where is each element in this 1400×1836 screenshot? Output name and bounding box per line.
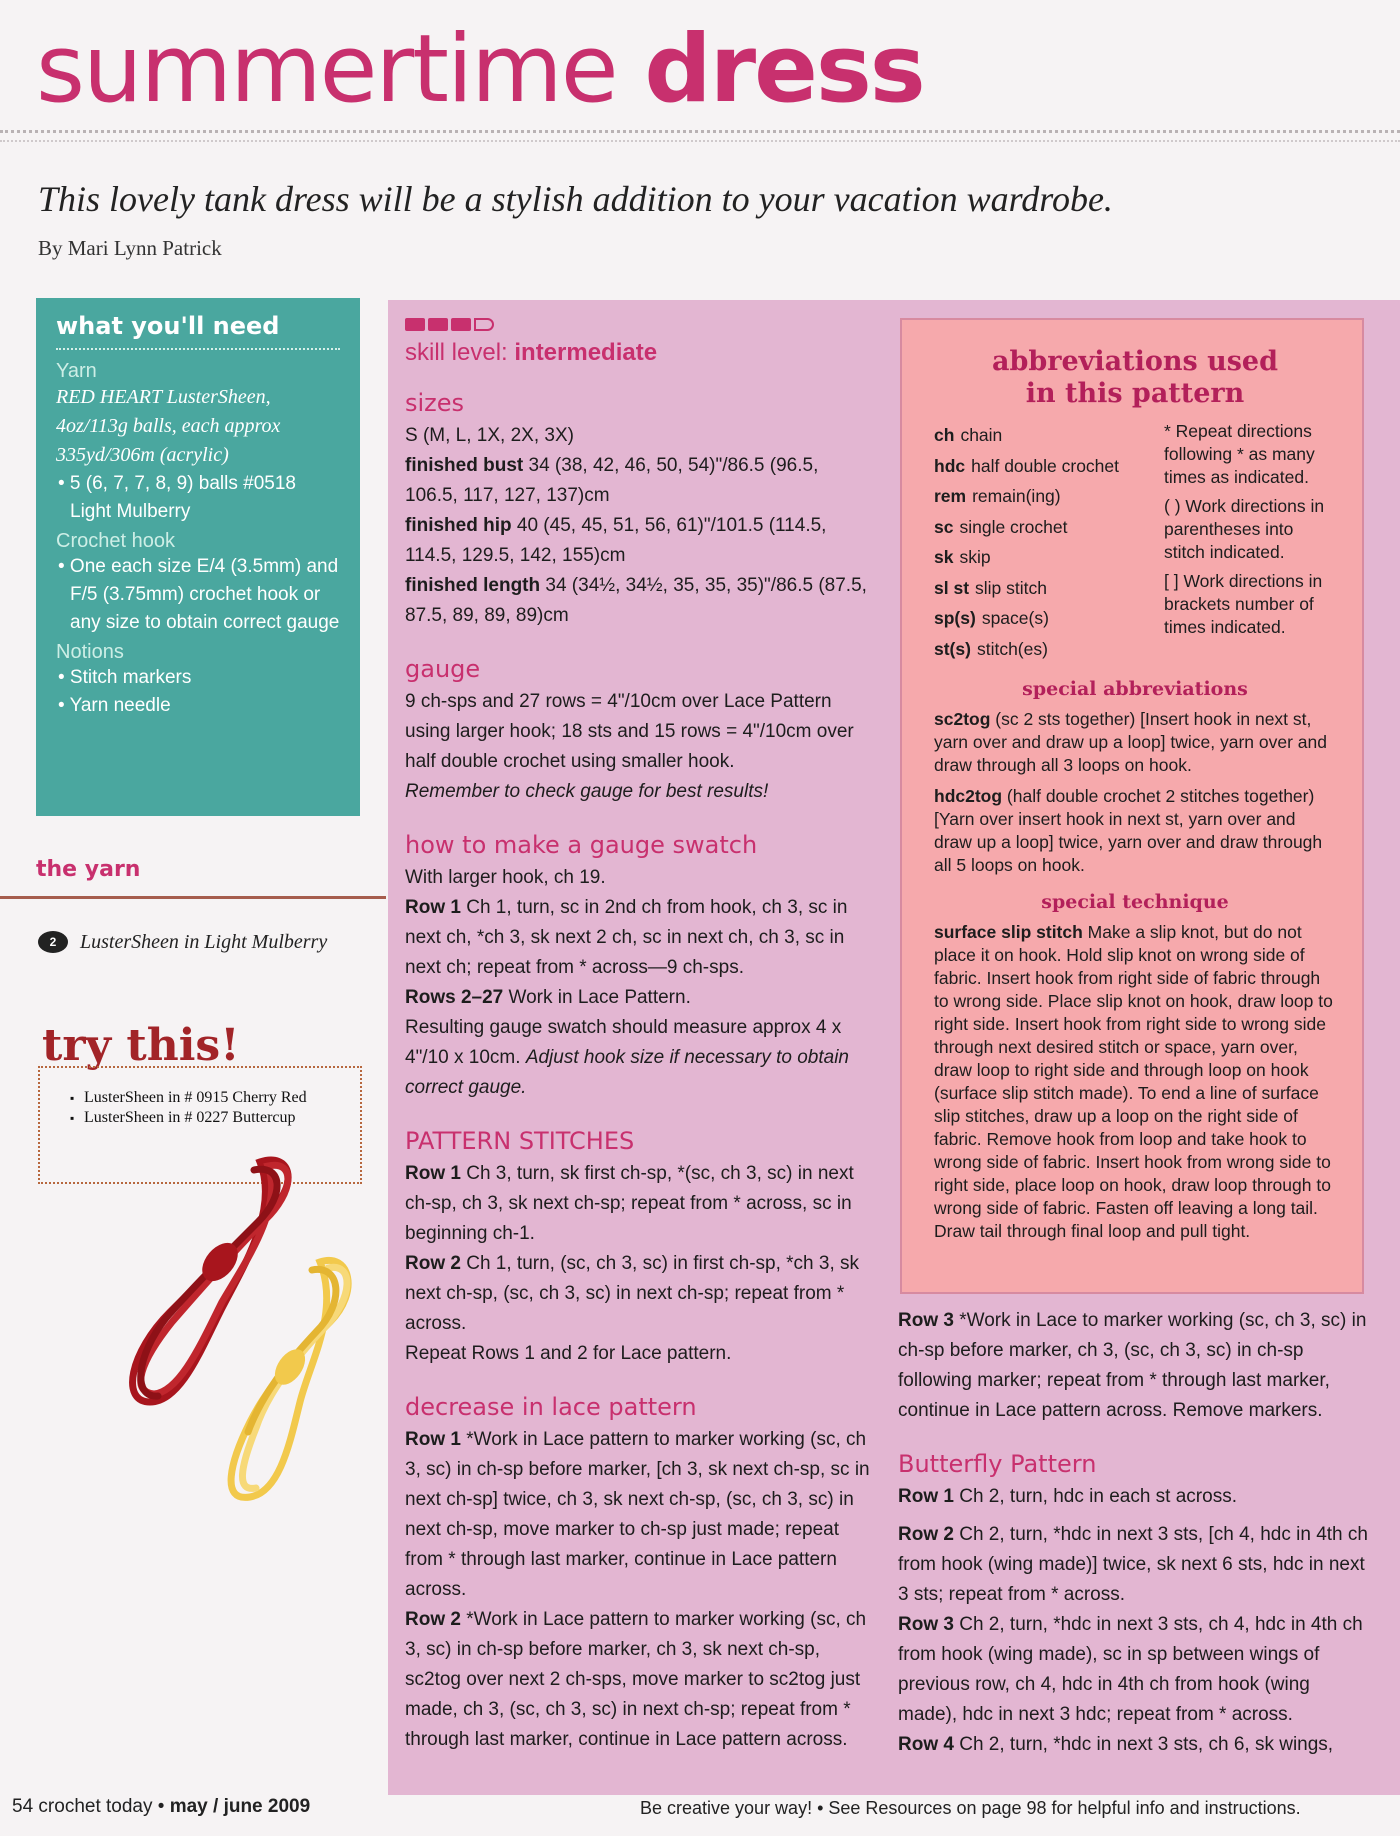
decrease-row-1	[405, 1425, 875, 1605]
pattern-column-1	[405, 318, 875, 1755]
meaning: stitch(es)	[976, 638, 1048, 659]
abbreviation-item	[934, 512, 1152, 543]
stitch-repeat: Repeat Rows 1 and 2 for Lace pattern.	[405, 1343, 732, 1364]
abbreviation-list	[934, 420, 1152, 664]
pattern-stitches-heading: PATTERN STITCHES	[405, 1127, 635, 1155]
gauge-text: 9 ch-sps and 27 rows = 4"/10cm over Lace Pattern using larger hook; 18 sts and 15 rows = 4"/10cm over half double crochet using smaller hook.	[405, 691, 854, 772]
abbr: sc	[934, 516, 954, 537]
divider	[0, 896, 386, 899]
abbr: st(s)	[934, 638, 971, 659]
footer-right: Be creative your way! • See Resources on page 98 for helpful info and instructions.	[640, 1798, 1301, 1818]
meaning: slip stitch	[975, 577, 1047, 598]
definition: (half double crochet 2 stitches together) [Yarn over insert hook in next st, yarn over and draw up a loop] twice, yarn over and draw through all 5 loops on hook.	[934, 786, 1323, 875]
row-text: *Work in Lace to marker working (sc, ch 3, sc) in ch-sp before marker, ch 3, (sc, ch 3, sc) in ch-sp following marker; repeat from * through last marker, continue in Lace pattern across. Remove markers.	[898, 1310, 1367, 1421]
row-label: Row 2	[898, 1524, 954, 1545]
abbreviation-item	[934, 542, 1152, 573]
hip-value: 40 (45, 45, 51, 56, 61)"/101.5 (114.5, 114.5, 129.5, 142, 155)cm	[405, 515, 827, 566]
definition: (sc 2 sts together) [Insert hook in next st, yarn over and draw up a loop] twice, yarn over and draw through all 3 loops on hook.	[934, 709, 1327, 775]
row-label: Row 4	[898, 1734, 954, 1755]
row-label: Row 3	[898, 1310, 954, 1331]
gauge-note	[405, 777, 875, 807]
bust-value: 34 (38, 42, 46, 50, 54)"/86.5 (96.5, 106.5, 117, 127, 137)cm	[405, 455, 819, 506]
page-number: 54	[12, 1796, 34, 1817]
row-text: Ch 1, turn, (sc, ch 3, sc) in first ch-sp, *ch 3, sk next ch-sp, (sc, ch 3, sc) in next ch-sp; repeat from * across.	[405, 1253, 860, 1334]
yarn-desc: RED HEART LusterSheen,	[56, 386, 271, 408]
decrease-row-3	[898, 1306, 1368, 1426]
abbreviations-heading	[934, 346, 1336, 410]
abbreviation-item	[934, 634, 1152, 665]
result-text: Resulting gauge swatch should measure approx 4 x 4"/10 x 10cm.	[405, 1017, 842, 1068]
divider	[0, 130, 1400, 133]
try-item: ▪ LusterSheen in # 0915 Cherry Red	[84, 1088, 350, 1108]
term: sc2tog	[934, 709, 991, 729]
yarn-desc: 4oz/113g balls, each approx	[56, 415, 281, 437]
swatch-intro: With larger hook, ch 19.	[405, 867, 606, 888]
butterfly-row-4	[898, 1730, 1368, 1760]
gauge-heading: gauge	[405, 655, 481, 683]
issue-date: may / june 2009	[169, 1796, 311, 1817]
row-label: Row 2	[405, 1609, 461, 1630]
abbr: sp(s)	[934, 608, 976, 628]
butterfly-row-3	[898, 1610, 1368, 1730]
row-label: Row 1	[898, 1486, 954, 1507]
try-item: ▪ LusterSheen in # 0227 Buttercup	[84, 1108, 350, 1128]
skill-bar-empty	[474, 318, 494, 331]
what-you-need-box	[36, 298, 360, 816]
finished-hip	[405, 511, 875, 571]
length-value: 34 (34½, 34½, 35, 35, 35)"/86.5 (87.5, 87.5, 89, 89, 89)cm	[405, 575, 867, 626]
row-label: Row 1	[405, 1429, 461, 1450]
subtitle: This lovely tank dress will be a stylish addition to your vacation wardrobe.	[38, 179, 1113, 219]
finished-length	[405, 571, 875, 631]
hook-item: • One each size E/4 (3.5mm) and F/5 (3.75mm) crochet hook or any size to obtain correct gauge	[58, 556, 340, 633]
swatch-rows	[405, 983, 875, 1013]
row-label: Row 3	[898, 1614, 954, 1635]
yellow-skein-icon	[231, 1260, 348, 1497]
yarn-heading: the yarn	[36, 857, 141, 882]
yarn-weight-icon: 2	[38, 931, 68, 953]
abbreviation-item	[934, 573, 1152, 604]
finished-bust	[405, 451, 875, 511]
sizes-list: S (M, L, 1X, 2X, 3X)	[405, 425, 574, 446]
row-text: Work in Lace Pattern.	[503, 987, 691, 1008]
swatch-result	[405, 1013, 875, 1103]
stitch-row-1	[405, 1159, 875, 1249]
skill-bar-filled	[428, 318, 448, 331]
heading-line: in this pattern	[1025, 378, 1245, 409]
needs-heading: what you'll need	[56, 312, 340, 350]
try-this-heading: try this!	[42, 1020, 240, 1071]
row-label: Row 1	[405, 1163, 461, 1184]
row-label: Rows 2–27	[405, 987, 504, 1008]
yarn-name: LusterSheen in Light Mulberry	[80, 931, 328, 953]
page-title	[36, 15, 924, 124]
yarn-item: • 5 (6, 7, 7, 8, 9) balls #0518 Light Mulberry	[58, 473, 296, 522]
notion-item: • Yarn needle	[58, 695, 171, 716]
meaning: half double crochet	[971, 455, 1120, 476]
separator: •	[157, 1796, 170, 1817]
abbr: rem	[934, 486, 967, 506]
row-text: *Work in Lace pattern to marker working (sc, ch 3, sc) in ch-sp before marker, ch 3, sk next ch-sp, sc2tog over next 2 ch-sps, move marker to sc2tog just made, ch 3, (sc, ch 3, sc) in next ch-sp; repeat from * through last marker, continue in Lace pattern across.	[405, 1609, 867, 1750]
pattern-column-2	[898, 1306, 1368, 1760]
row-text: Ch 1, turn, sc in 2nd ch from hook, ch 3, sc in next ch, *ch 3, sk next 2 ch, sc in next ch, ch 3, sc in next ch; repeat from * across—9 ch-sps.	[405, 897, 848, 978]
skill-value: intermediate	[514, 339, 658, 366]
butterfly-row-1	[898, 1482, 1368, 1512]
notion-item: • Stitch markers	[58, 667, 192, 688]
hook-label: Crochet hook	[56, 530, 175, 552]
result-italic: Adjust hook size if necessary to obtain correct gauge.	[405, 1047, 849, 1098]
special-technique-heading: special technique	[1041, 891, 1229, 913]
swatch-row-1	[405, 893, 875, 983]
sizes-heading: sizes	[405, 389, 465, 417]
decrease-heading: decrease in lace pattern	[405, 1393, 697, 1421]
note: ( ) Work directions in parentheses into stitch indicated.	[1164, 496, 1325, 562]
footer-left	[12, 1796, 310, 1818]
row-label: Row 1	[405, 897, 461, 918]
heading-line: abbreviations used	[992, 346, 1278, 377]
abbreviation-item	[934, 603, 1152, 634]
special-abbreviations-heading: special abbreviations	[1022, 678, 1248, 700]
title-light: summertime	[36, 15, 645, 124]
surface-slip-stitch-definition	[934, 921, 1336, 1243]
decrease-row-2	[405, 1605, 875, 1755]
yarn-label: Yarn	[56, 360, 97, 382]
note: * Repeat directions following * as many times as indicated.	[1164, 421, 1315, 487]
abbreviation-item	[934, 420, 1152, 451]
skill-bar-filled	[405, 318, 425, 331]
row-label: Row 2	[405, 1253, 461, 1274]
abbr: hdc	[934, 455, 966, 476]
meaning: space(s)	[981, 608, 1049, 628]
abbreviation-item	[934, 481, 1152, 512]
length-label: finished length	[405, 575, 541, 596]
yarn-desc: 335yd/306m (acrylic)	[56, 444, 229, 466]
bust-label: finished bust	[405, 455, 524, 476]
red-skein-icon	[133, 1160, 289, 1402]
meaning: skip	[959, 547, 991, 567]
row-text: Ch 2, turn, hdc in each st across.	[953, 1486, 1237, 1507]
meaning: remain(ing)	[972, 486, 1061, 506]
hip-label: finished hip	[405, 515, 512, 536]
gauge-note-text: Remember to check gauge for best results!	[405, 781, 769, 802]
abbreviations-grid	[934, 420, 1336, 664]
skill-label: skill level:	[405, 339, 515, 366]
term: hdc2tog	[934, 786, 1003, 806]
row-text: Ch 3, turn, sk first ch-sp, *(sc, ch 3, sc) in next ch-sp, ch 3, sk next ch-sp; repeat from * across, sc in beginning ch-1.	[405, 1163, 854, 1244]
abbr: sk	[934, 547, 954, 567]
row-text: *Work in Lace pattern to marker working (sc, ch 3, sc) in ch-sp before marker, [ch 3, sk next ch-sp, sc in next ch-sp] twice, ch 3, sk next ch-sp, (sc, ch 3, sc) in next ch-sp, move marker to ch-sp just made; repeat from * through last marker, continue in Lace pattern across.	[405, 1429, 870, 1600]
divider	[0, 140, 1400, 142]
yarn-skeins-image	[110, 1152, 370, 1512]
abbreviations-box	[900, 318, 1364, 1294]
definition: Make a slip knot, but do not place it on hook. Hold slip knot on wrong side of fabric. Insert hook from right side of fabric through to wrong side. Place slip knot on hook, draw loop to right side. Insert hook from right side to wrong side through next desired stitch or space, yarn over, draw loop to right side and through loop on hook (surface slip stitch made). To end a line of surface slip stitches, draw up a loop on the right side of fabric. Remove hook from loop and take hook to wrong side of fabric. Insert hook from wrong side to right side, place loop on hook, draw loop through to wrong side of fabric. Fasten off leaving a long tail. Draw tail through final loop and pull tight.	[934, 922, 1333, 1241]
abbreviation-notes	[1164, 420, 1336, 664]
term: surface slip stitch	[934, 922, 1083, 942]
butterfly-row-2	[898, 1520, 1368, 1610]
stitch-row-2	[405, 1249, 875, 1339]
skill-bar-filled	[451, 318, 471, 331]
butterfly-heading: Butterfly Pattern	[898, 1450, 1097, 1478]
abbr: ch	[934, 425, 955, 445]
abbr: sl st	[934, 577, 970, 598]
skill-level-bars	[405, 318, 875, 331]
row-text: Ch 2, turn, *hdc in next 3 sts, [ch 4, hdc in 4th ch from hook (wing made)] twice, sk next 6 sts, hdc in next 3 sts; repeat from * across.	[898, 1524, 1368, 1605]
row-text: Ch 2, turn, *hdc in next 3 sts, ch 4, hdc in 4th ch from hook (wing made), sc in sp between wings of previous row, ch 4, hdc in 4th ch from hook (wing made), hdc in next 3 hdc; repeat from * across.	[898, 1614, 1363, 1725]
note: [ ] Work directions in brackets number of times indicated.	[1164, 571, 1323, 637]
title-bold: dress	[644, 15, 924, 124]
skill-level	[405, 339, 875, 367]
meaning: chain	[960, 425, 1003, 445]
swatch-heading: how to make a gauge swatch	[405, 831, 758, 859]
notions-label: Notions	[56, 641, 124, 663]
sc2tog-definition	[934, 708, 1336, 777]
hdc2tog-definition	[934, 785, 1336, 877]
abbreviation-item	[934, 451, 1152, 482]
meaning: single crochet	[959, 516, 1068, 537]
row-text: Ch 2, turn, *hdc in next 3 sts, ch 6, sk wings,	[953, 1734, 1334, 1755]
magazine-name: crochet today	[33, 1796, 158, 1817]
byline: By Mari Lynn Patrick	[38, 236, 222, 260]
